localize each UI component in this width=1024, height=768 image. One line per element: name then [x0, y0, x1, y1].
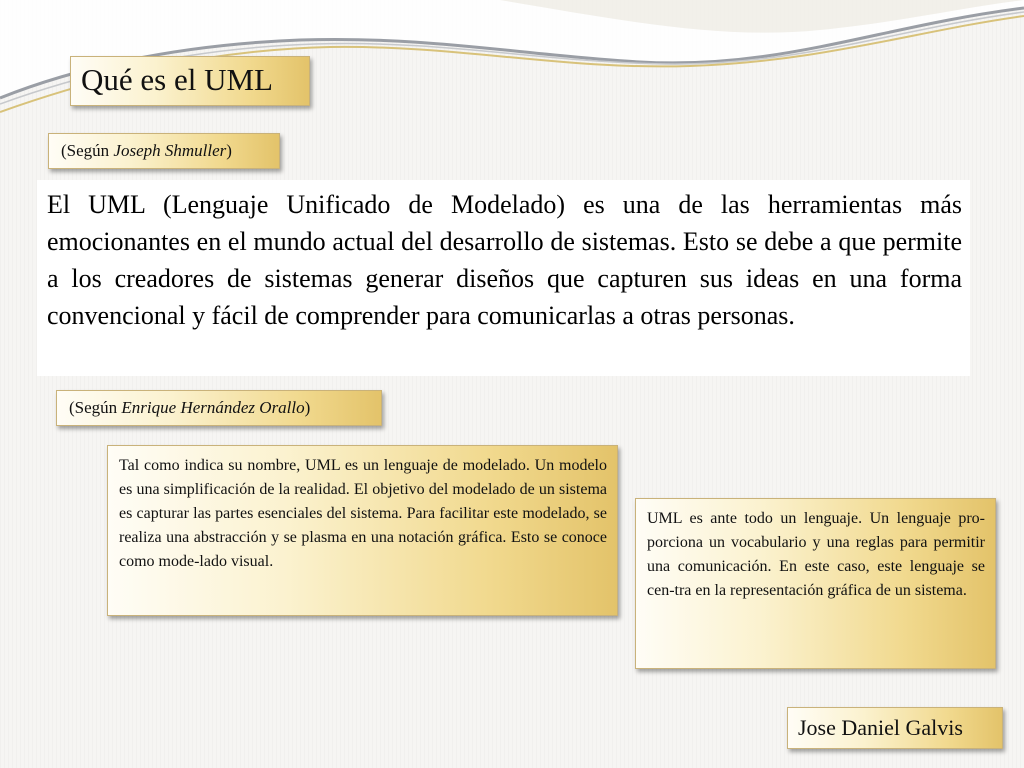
author-name: Jose Daniel Galvis [787, 707, 1003, 749]
citation-prefix: (Según [61, 141, 114, 160]
citation-author: Joseph Shmuller [113, 141, 227, 160]
citation-author: Enrique Hernández Orallo [121, 398, 305, 417]
citation-hernandez-orallo [56, 390, 382, 426]
language-note: UML es ante todo un lenguaje. Un lenguaje pro-porciona un vocabulario y una reglas para permitir una comunicación. En este caso, este lenguaje se cen-tra en la representación gráfica de un sistema. [635, 498, 996, 669]
citation-prefix: (Según [69, 398, 122, 417]
citation-suffix: ) [226, 141, 232, 160]
citation-shmuller [48, 133, 280, 169]
slide-title: Qué es el UML [70, 56, 310, 106]
citation-suffix: ) [304, 398, 311, 417]
modeling-note: Tal como indica su nombre, UML es un lenguaje de modelado. Un modelo es una simplificación de la realidad. El objetivo del modelado de un sistema es capturar las partes esenciales del sistema. Para facilitar este modelado, se realiza una abstracción y se plasma en una notación gráfica. Esto se conoce como mode-lado visual. [107, 445, 618, 616]
uml-definition-quote: El UML (Lenguaje Unificado de Modelado) es una de las herramientas más emocionantes en el mundo actual del desarrollo de sistemas. Esto se debe a que permite a los creadores de sistemas generar diseños que capturen sus ideas en una forma convencional y fácil de comprender para comunicarlas a otras personas. [37, 180, 970, 376]
